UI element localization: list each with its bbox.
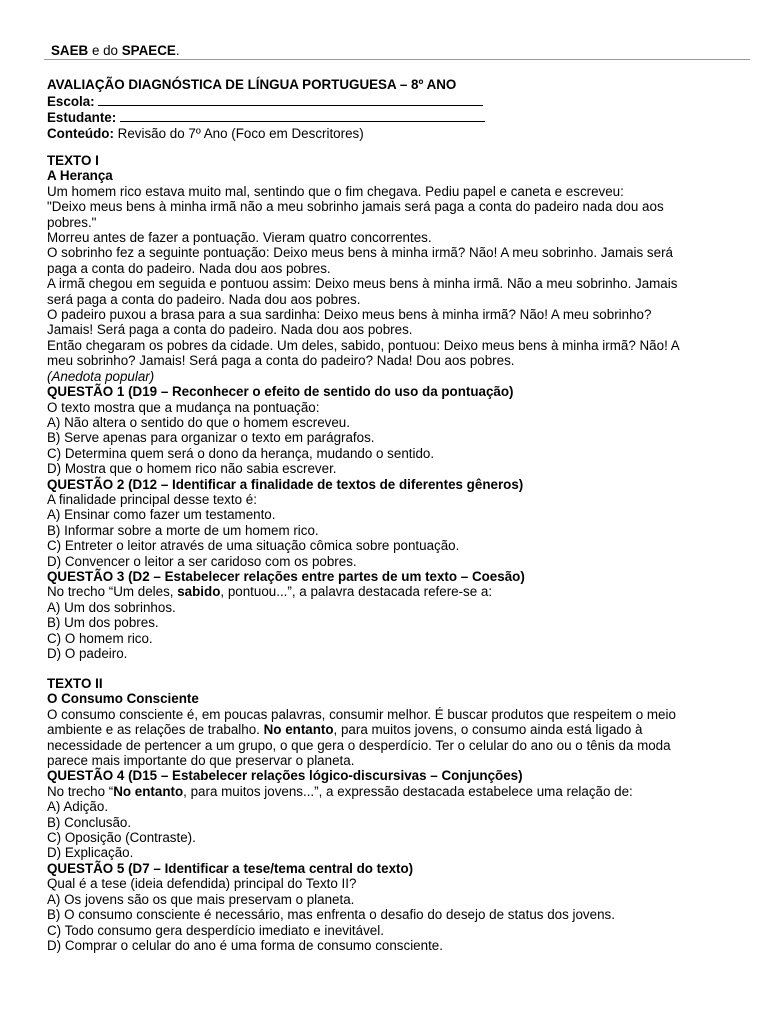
q3-stem-pre: No trecho “Um deles, [47, 584, 178, 600]
q4-title: QUESTÃO 4 (D15 – Estabelecer relações lógico-discursivas – Conjunções) [47, 768, 523, 784]
texto1-source: (Anedota popular) [47, 368, 155, 384]
q4-stem-pre: No trecho “ [47, 783, 114, 799]
conteudo-line [47, 126, 737, 142]
text-line: Morreu antes de fazer a pontuação. Vieram quatro concorrentes. [47, 230, 432, 246]
escola-label: Escola: [47, 93, 95, 109]
texto2-title: O Consumo Consciente [47, 691, 199, 707]
texto2-line2-pre: ambiente e as relações de trabalho. [47, 722, 264, 738]
q1-option-d: D) Mostra que o homem rico não sabia escrever. [47, 461, 337, 477]
q5-option-c: C) Todo consumo gera desperdício imediato e inevitável. [47, 922, 384, 938]
exam-heading: AVALIAÇÃO DIAGNÓSTICA DE LÍNGUA PORTUGUESA – 8º ANO [47, 77, 457, 92]
texto1-label: TEXTO I [47, 153, 99, 168]
text-line: A irmã chegou em seguida e pontuou assim: Deixo meus bens à minha irmã. Não a meu sobrinho. Jamais [47, 276, 678, 292]
text-line: paga a conta do padeiro. Nada dou aos pobres. [47, 260, 331, 276]
q5-option-d: D) Comprar o celular do ano é uma forma de consumo consciente. [47, 937, 443, 953]
texto1-title: A Herança [47, 168, 113, 184]
q3-option-a: A) Um dos sobrinhos. [47, 599, 176, 615]
page-header [47, 43, 741, 59]
header-saeb: SAEB [51, 43, 89, 58]
q2-stem: A finalidade principal desse texto é: [47, 491, 257, 507]
text-line: Então chegaram os pobres da cidade. Um deles, sabido, pontuou: Deixo meus bens à minha irmã? Não! A [47, 337, 680, 353]
q1-option-b: B) Serve apenas para organizar o texto em parágrafos. [47, 430, 375, 446]
q1-stem: O texto mostra que a mudança na pontuação: [47, 399, 320, 415]
q3-option-c: C) O homem rico. [47, 630, 153, 646]
q2-title: QUESTÃO 2 (D12 – Identificar a finalidade de textos de diferentes gêneros) [47, 476, 524, 492]
text-line: Jamais! Será paga a conta do padeiro. Nada dou aos pobres. [47, 322, 413, 338]
q3-option-b: B) Um dos pobres. [47, 615, 159, 631]
q4-option-c: C) Oposição (Contraste). [47, 830, 196, 846]
text-line: O consumo consciente é, em poucas palavras, consumir melhor. É buscar produtos que respeitem o meio [47, 706, 676, 722]
estudante-label: Estudante: [47, 110, 117, 125]
q3-stem [47, 584, 737, 599]
text-line: "Deixo meus bens à minha irmã não a meu sobrinho jamais será paga a conta do padeiro nada dou aos [47, 199, 664, 215]
q2-option-a: A) Ensinar como fazer um testamento. [47, 507, 276, 523]
q1-option-a: A) Não altera o sentido do que o homem escreveu. [47, 414, 350, 430]
text-line: O padeiro puxou a brasa para a sua sardinha: Deixo meus bens à minha irmã? Não! A meu sobrinho? [47, 307, 652, 323]
text-line: meu sobrinho? Jamais! Será paga a conta do padeiro? Nada! Dou aos pobres. [47, 353, 515, 369]
header-divider [44, 59, 750, 60]
estudante-line [47, 109, 737, 126]
header-period: . [175, 43, 180, 58]
texto2-label: TEXTO II [47, 676, 103, 691]
text-line: Um homem rico estava muito mal, sentindo que o fim chegava. Pediu papel e caneta e escreveu: [47, 183, 624, 199]
q4-option-b: B) Conclusão. [47, 814, 132, 830]
exam-title-block [47, 77, 737, 141]
escola-blank [98, 93, 483, 106]
q2-option-c: C) Entreter o leitor através de uma situação cômica sobre pontuação. [47, 538, 460, 554]
q4-stem-post: , para muitos jovens...”, a expressão destacada estabelece uma relação de: [183, 783, 633, 799]
texto2-line2-post: , para muitos jovens, o consumo ainda está ligado à [333, 722, 643, 738]
q5-title: QUESTÃO 5 (D7 – Identificar a tese/tema central do texto) [47, 860, 414, 876]
text-line: O sobrinho fez a seguinte pontuação: Deixo meus bens à minha irmã? Não! A meu sobrinho. Jamais será [47, 245, 673, 261]
q4-option-a: A) Adição. [47, 799, 109, 815]
q3-stem-post: , pontuou...”, a palavra destacada refere-se a: [220, 584, 493, 600]
q4-stem-highlight: No entanto [113, 783, 184, 799]
texto2-line2-highlight: No entanto [263, 722, 334, 738]
q2-option-b: B) Informar sobre a morte de um homem rico. [47, 522, 319, 538]
text-line: parece mais importante do que preservar o planeta. [47, 753, 355, 769]
q1-title: QUESTÃO 1 (D19 – Reconhecer o efeito de sentido do uso da pontuação) [47, 384, 514, 400]
estudante-blank [120, 109, 485, 122]
q1-option-c: C) Determina quem será o dono da herança, mudando o sentido. [47, 445, 435, 461]
texto1-section [47, 153, 737, 661]
text-line: será paga a conta do padeiro. Nada dou aos pobres. [47, 291, 361, 307]
text-line: pobres." [47, 214, 97, 230]
texto2-section [47, 676, 737, 953]
q4-option-d: D) Explicação. [47, 845, 134, 861]
q5-option-b: B) O consumo consciente é necessário, mas enfrenta o desafio do desejo de status dos jovens. [47, 907, 615, 923]
header-spaece: SPAECE [121, 43, 176, 58]
q5-stem: Qual é a tese (ideia defendida) principal do Texto II? [47, 876, 357, 892]
header-e-do: e do [88, 43, 122, 58]
text-line: necessidade de pertencer a um grupo, o que gera o desperdício. Ter o celular do ano ou o tênis da moda [47, 737, 671, 753]
q3-stem-highlight: sabido [177, 584, 221, 600]
escola-line [47, 93, 737, 110]
q3-title: QUESTÃO 3 (D2 – Estabelecer relações entre partes de um texto – Coesão) [47, 568, 525, 584]
q5-option-a: A) Os jovens são os que mais preservam o planeta. [47, 891, 355, 907]
q2-option-d: D) Convencer o leitor a ser caridoso com os pobres. [47, 553, 357, 569]
text-line [47, 722, 737, 737]
q3-option-d: D) O padeiro. [47, 646, 128, 661]
conteudo-label: Conteúdo: [47, 125, 114, 141]
conteudo-value: Revisão do 7º Ano (Foco em Descritores) [113, 125, 364, 141]
q4-stem [47, 784, 737, 799]
